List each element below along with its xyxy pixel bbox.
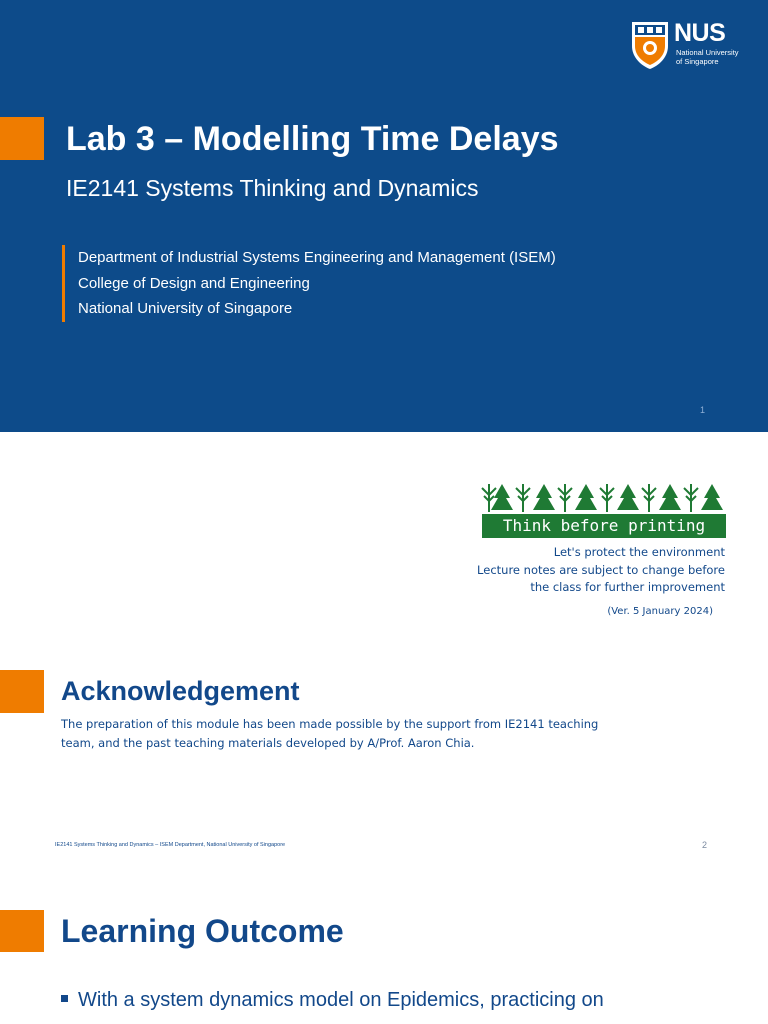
page-number: 2 <box>702 840 708 850</box>
environment-note: Let's protect the environment Lecture notes are subject to change before the class for further improvement <box>477 545 725 594</box>
think-before-printing-banner: Think before printing <box>482 514 726 538</box>
nus-subtitle: National University of Singapore <box>676 48 739 66</box>
version-label: (Ver. 5 January 2024) <box>607 606 713 617</box>
bullet-square-icon <box>61 995 68 1002</box>
page-title: Lab 3 – Modelling Time Delays <box>66 120 559 158</box>
slide-acknowledgement <box>0 432 768 864</box>
heading-accent-bar <box>0 910 44 952</box>
affiliation-line: Department of Industrial Systems Engineering and Management (ISEM) <box>78 249 556 266</box>
affiliation-line: College of Design and Engineering <box>78 274 310 292</box>
course-subtitle: IE2141 Systems Thinking and Dynamics <box>66 175 479 201</box>
slide-footer: IE2141 Systems Thinking and Dynamics – ISEM Department, National University of Singapore <box>55 842 286 848</box>
page-number: 1 <box>700 405 706 415</box>
acknowledgement-text: The preparation of this module has been made possible by the support from IE2141 teaching team, and the past teaching materials developed by A/Prof. Aaron Chia. <box>61 717 599 750</box>
title-accent-bar <box>0 117 44 160</box>
heading-accent-bar <box>0 670 44 713</box>
tree-row-icon <box>480 482 727 512</box>
section-heading: Learning Outcome <box>61 913 344 949</box>
nus-logo <box>630 18 750 72</box>
slide-learning-outcome <box>0 864 768 1024</box>
nus-wordmark: NUS <box>674 19 726 47</box>
list-item: With a system dynamics model on Epidemics, practicing on <box>61 986 604 1014</box>
section-heading: Acknowledgement <box>61 676 300 706</box>
slide-title <box>0 0 768 432</box>
affiliation-line: National University of Singapore <box>78 300 293 317</box>
affiliation-block <box>62 245 556 322</box>
nus-crest-icon <box>630 20 670 70</box>
